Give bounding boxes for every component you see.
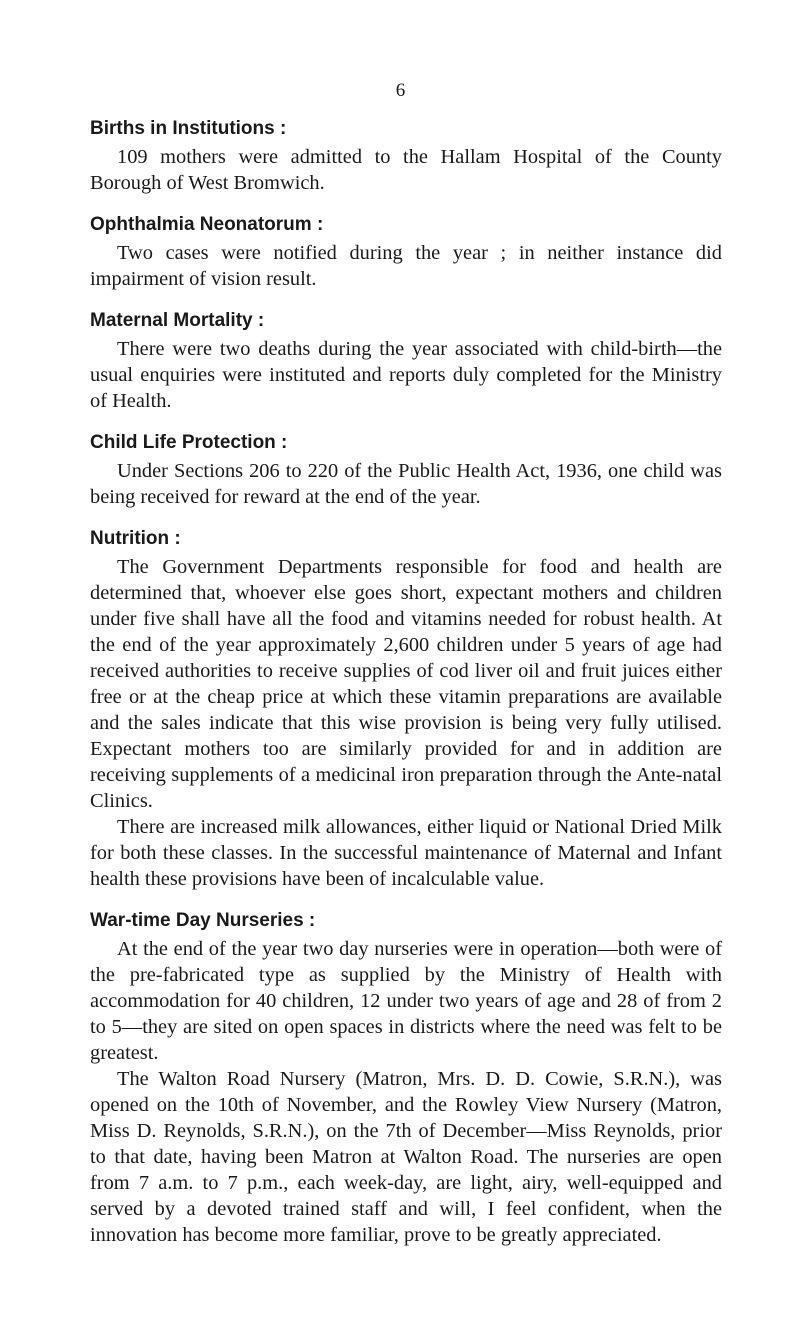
document-body (90, 116, 722, 1264)
section-war-time-day-nurseries (90, 908, 722, 1248)
section-heading: War-time Day Nurseries : (90, 910, 316, 931)
paragraph: At the end of the year two day nurseries were in operation—both were of the pre-fabricated type as supplied by the Ministry of Health with accommodation for 40 children, 12 under two years of age and 28 of from 2 to 5—they are sited on open spaces in districts where the need was felt to be greatest. (90, 938, 722, 1064)
paragraph: There were two deaths during the year associated with child-birth—the usual enquiries were instituted and reports duly completed for the Ministry of Health. (90, 338, 722, 412)
section-births-in-institutions (90, 116, 722, 196)
section-heading: Nutrition : (90, 528, 181, 549)
paragraph: Under Sections 206 to 220 of the Public Health Act, 1936, one child was being received for reward at the end of the year. (90, 460, 722, 508)
paragraph: There are increased milk allowances, either liquid or National Dried Milk for both these classes. In the successful maintenance of Maternal and Infant health these provisions have been of incalculable value. (90, 816, 722, 890)
paragraph: Two cases were notified during the year ; in neither instance did impairment of vision result. (90, 242, 722, 290)
section-heading: Child Life Protection : (90, 432, 288, 453)
section-child-life-protection (90, 430, 722, 510)
section-heading: Births in Institutions : (90, 118, 287, 139)
section-heading: Ophthalmia Neonatorum : (90, 214, 324, 235)
paragraph: The Walton Road Nursery (Matron, Mrs. D. D. Cowie, S.R.N.), was opened on the 10th of November, and the Rowley View Nursery (Matron, Miss D. Reynolds, S.R.N.), on the 7th of December—Miss Reynolds, prior to that date, having been Matron at Walton Road. The nurseries are open from 7 a.m. to 7 p.m., each week-day, are light, airy, well-equipped and served by a devoted trained staff and will, I feel confident, when the innovation has become more familiar, prove to be greatly appreciated. (90, 1068, 722, 1246)
section-nutrition (90, 526, 722, 892)
paragraph: 109 mothers were admitted to the Hallam Hospital of the County Borough of West Bromwich. (90, 146, 722, 194)
page-number: 6 (395, 80, 406, 101)
section-ophthalmia-neonatorum (90, 212, 722, 292)
section-maternal-mortality (90, 308, 722, 414)
paragraph: The Government Departments responsible for food and health are determined that, whoever else goes short, expectant mothers and children under five shall have all the food and vitamins needed for robust health. At the end of the year approximately 2,600 children under 5 years of age had received authorities to receive supplies of cod liver oil and fruit juices either free or at the cheap price at which these vitamin preparations are available and the sales indicate that this wise provision is being very fully utilised. Expectant mothers too are similarly provided for and in addition are receiving supplements of a medicinal iron preparation through the Ante-natal Clinics. (90, 556, 722, 812)
section-heading: Maternal Mortality : (90, 310, 265, 331)
